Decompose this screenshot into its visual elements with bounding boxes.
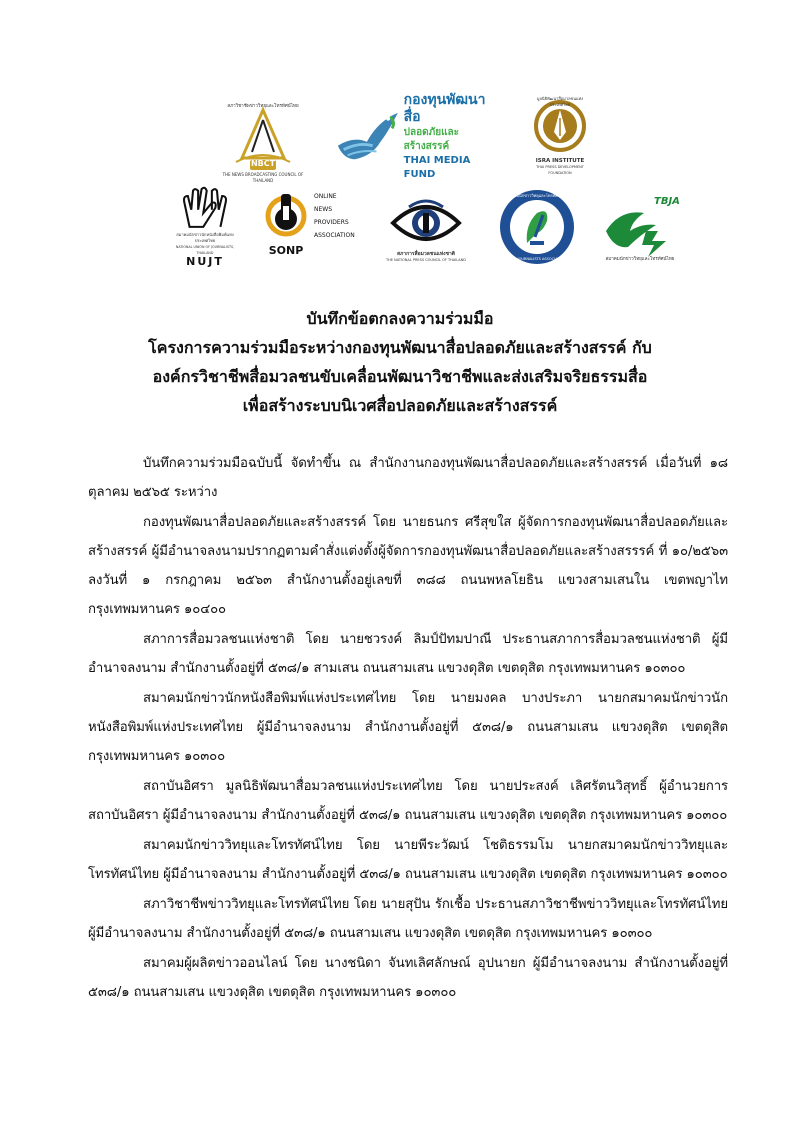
nujt-logo (168, 184, 242, 268)
paragraph-party-thai-media-fund: กองทุนพัฒนาสื่อปลอดภัยและสร้างสรรค์ โดย นายธนกร ศรีสุขใส ผู้จัดการกองทุนพัฒนาสื่อปลอดภัยและสร้างสรรค์ ผู้มีอำนาจลงนามปรากฏตามคำสั่งแต่งตั้งผู้จัดการกองทุนพัฒนาสื่อปลอดภัยและสร้างสรรรค์ ที่ ๑๐/๒๕๖๓ ลงวันที่ ๑ กรกฎาคม ๒๕๖๓ สำนักงานตั้งอยู่เลขที่ ๓๘๘ ถนนพหลโยธิน แขวงสามเสนใน เขตพญาไท กรุงเทพมหานคร ๑๐๔๐๐ (88, 515, 728, 617)
title-line-3: องค์กรวิชาชีพสื่อมวลชนขับเคลื่อนพัฒนาวิชาชีพและส่งเสริมจริยธรรมสื่อ (152, 367, 648, 386)
nbct-label-top: สภาวิชาชีพข่าววิทยุและโทรทัศน์ไทย (227, 104, 299, 109)
tmf-name-en: THAI MEDIA FUND (403, 155, 471, 180)
title-line-2: โครงการความร่วมมือระหว่างกองทุนพัฒนาสื่อปลอดภัยและสร้างสรรค์ กับ (148, 338, 652, 357)
nujt-label: NUJT (186, 255, 224, 268)
hands-icon (173, 184, 237, 232)
tja-emblem-icon (497, 187, 577, 267)
tmf-name-th-1: กองทุนพัฒนาสื่อ (403, 92, 486, 125)
nujt-label-sub: NATIONAL UNION OF JOURNALISTS, THAILAND (175, 245, 235, 255)
paragraph-party-nujt: สมาคมนักข่าวนักหนังสือพิมพ์แห่งประเทศไทย โดย นายมงคล บางประภา นายกสมาคมนักข่าวนักหนังสือพิมพ์แห่งประเทศไทย ผู้มีอำนาจลงนาม สำนักงานตั้งอยู่ที่ ๕๓๘/๑ ถนนสามเสน แขวงดุสิต เขตดุสิต กรุงเทพมหานคร ๑๐๓๐๐ (88, 691, 728, 764)
nbct-emblem-icon (222, 102, 304, 180)
nbct-label: NBCT (250, 159, 276, 168)
title-line-1: บันทึกข้อตกลงความร่วมมือ (306, 309, 494, 328)
paragraph-party-sonp: สมาคมผู้ผลิตข่าวออนไลน์ โดย นางชนิดา จันทเลิศลักษณ์ อุปนายก ผู้มีอำนาจลงนาม สำนักงานตั้งอยู่ที่ ๕๓๘/๑ ถนนสามเสน แขวงดุสิต เขตดุสิต กรุงเทพมหานคร ๑๐๓๐๐ (88, 956, 728, 1000)
isra-label: ISRA INSTITUTE (535, 158, 585, 164)
tmf-name-th-2: ปลอดภัยและสร้างสรรค์ (403, 127, 460, 152)
power-icon (264, 192, 308, 240)
dove-icon (334, 106, 402, 168)
nujt-label-top: สมาคมนักข่าวนักหนังสือพิมพ์แห่งประเทศไทย (176, 232, 234, 243)
paragraph-party-nbct: สภาวิชาชีพข่าววิทยุและโทรทัศน์ไทย โดย นายสุปัน รักเชื้อ ประธานสภาวิชาชีพข่าววิทยุและโทรทัศน์ไทย ผู้มีอำนาจลงนาม สำนักงานตั้งอยู่ที่ ๕๓๘/๑ ถนนสามเสน แขวงดุสิต เขตดุสิต กรุงเทพมหานคร ๑๐๓๐๐ (88, 897, 728, 941)
isra-emblem-icon (532, 100, 588, 158)
sonp-label: SONP (268, 244, 304, 257)
sonp-side-1: ONLINE (314, 193, 337, 200)
tbja-label-th: สมาคมนักข่าววิทยุและโทรทัศน์ไทย (605, 257, 675, 262)
tbja-logo (598, 196, 682, 268)
document-body (88, 449, 728, 1007)
paragraph-party-tja: สมาคมนักข่าววิทยุและโทรทัศน์ไทย โดย นายพีระวัฒน์ โชติธรรมโม นายกสมาคมนักข่าววิทยุและโทรทัศน์ไทย ผู้มีอำนาจลงนาม สำนักงานตั้งอยู่ที่ ๕๓๘/๑ ถนนสามเสน แขวงดุสิต เขตดุสิต กรุงเทพมหานคร ๑๐๓๐๐ (88, 838, 728, 882)
nbct-logo (222, 102, 304, 183)
sonp-side-3: PROVIDERS (314, 219, 349, 226)
bird-lightning-icon (600, 201, 680, 257)
sonp-side-4: ASSOCIATION (314, 232, 355, 239)
tbja-label: TBJA (654, 196, 680, 207)
title-line-4: เพื่อสร้างระบบนิเวศสื่อปลอดภัยและสร้างสรรค์ (242, 396, 558, 415)
thai-media-fund-logo (334, 92, 502, 180)
sonp-side-2: NEWS (314, 206, 333, 213)
nbct-label-bottom: THE NEWS BROADCASTING COUNCIL OF THAILAND (222, 172, 304, 183)
npct-label-th: สภาการสื่อมวลชนแห่งชาติ (396, 251, 456, 257)
isra-label-bottom: THAI PRESS DEVELOPMENT FOUNDATION (536, 165, 584, 175)
npct-label-en: THE NATIONAL PRESS COUNCIL OF THAILAND (386, 258, 466, 262)
paragraph-party-isra: สถาบันอิศรา มูลนิธิพัฒนาสื่อมวลชนแห่งประเทศไทย โดย นายประสงค์ เลิศรัตนวิสุทธิ์ ผู้อำนวยการสถาบันอิศรา ผู้มีอำนาจลงนาม สำนักงานตั้งอยู่ที่ ๕๓๘/๑ ถนนสามเสน แขวงดุสิต เขตดุสิต กรุงเทพมหานคร ๑๐๓๐๐ (88, 779, 728, 823)
isra-label-top: มูลนิธิพัฒนาสื่อมวลชนแห่งประเทศไทย (536, 96, 584, 107)
sonp-logo (260, 192, 370, 270)
eye-icon (389, 195, 463, 251)
tja-label-top: สมาคมนักข่าววิทยุและโทรทัศน์ไทย (506, 193, 568, 198)
isra-institute-logo (528, 96, 592, 180)
tja-label-bottom: THAI JOURNALISTS ASSOCIATION (508, 257, 566, 261)
npct-logo (384, 190, 468, 268)
tja-logo (497, 187, 577, 267)
paragraph-party-press-council: สภาการสื่อมวลชนแห่งชาติ โดย นายชวรงค์ ลิมป์ปัทมปาณี ประธานสภาการสื่อมวลชนแห่งชาติ ผู้มีอำนาจลงนาม สำนักงานตั้งอยู่ที่ ๕๓๘/๑ สามเสน ถนนสามเสน แขวงดุสิต เขตดุสิต กรุงเทพมหานคร ๑๐๓๐๐ (88, 632, 728, 676)
document-title (80, 304, 720, 420)
paragraph-intro: บันทึกความร่วมมือฉบับนี้ จัดทำขึ้น ณ สำนักงานกองทุนพัฒนาสื่อปลอดภัยและสร้างสรรค์ เมื่อวันที่ ๑๘ ตุลาคม ๒๕๖๕ ระหว่าง (88, 456, 728, 500)
